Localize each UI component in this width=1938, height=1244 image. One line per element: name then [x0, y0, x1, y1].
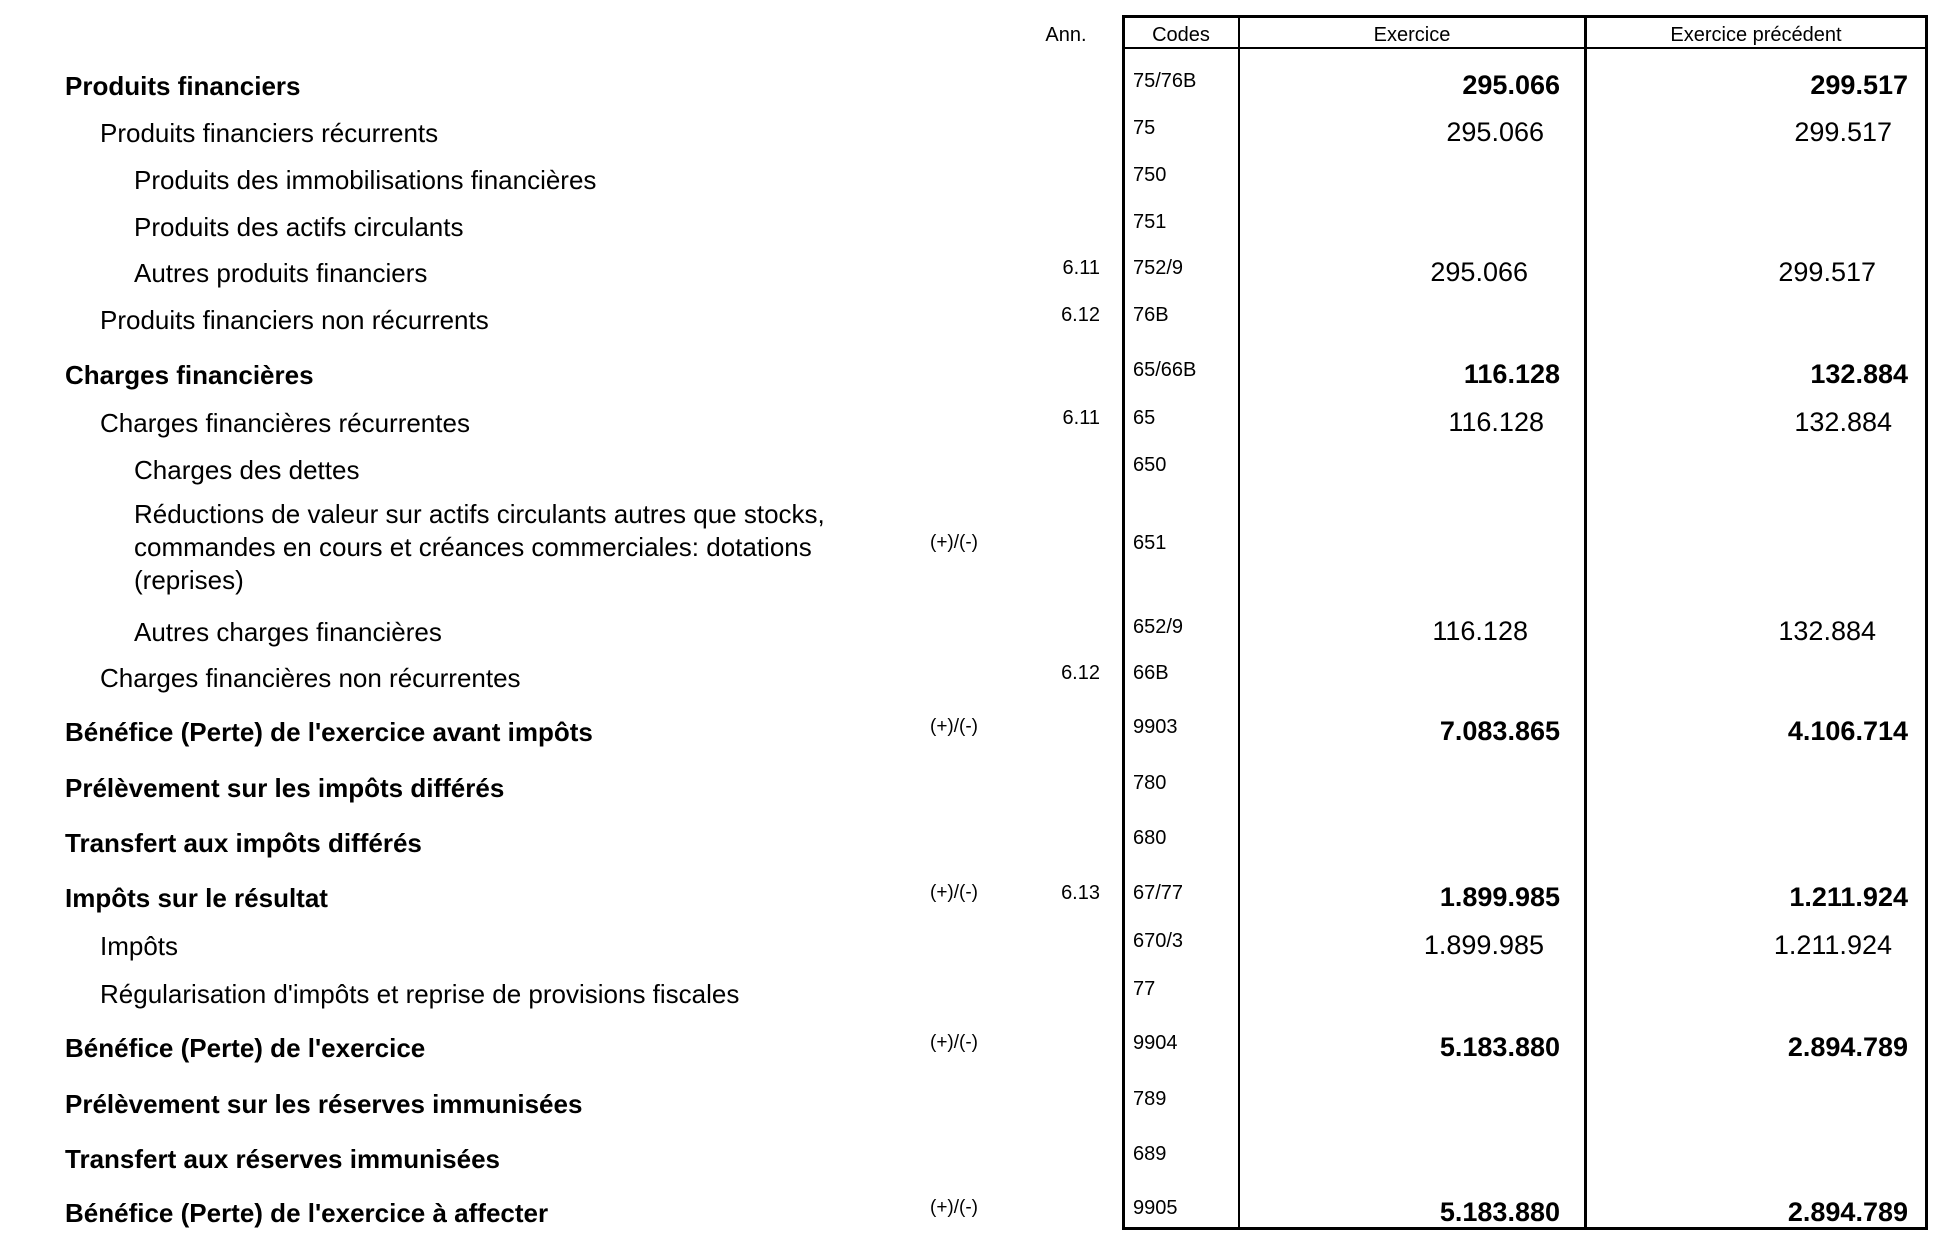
row-code: 650: [1133, 454, 1167, 476]
table-row: [0, 716, 1938, 756]
header-exercice: Exercice: [1373, 24, 1451, 46]
row-code: 9903: [1133, 716, 1178, 738]
row-code: 752/9: [1133, 257, 1184, 279]
row-current-value: 295.066: [1462, 70, 1560, 100]
row-previous-value: 2.894.789: [1787, 1032, 1908, 1062]
row-label: Prélèvement sur les réserves immunisées: [65, 1089, 583, 1119]
row-code: 66B: [1133, 662, 1169, 684]
header-ann: Ann.: [1045, 24, 1087, 46]
row-label: Autres charges financières: [134, 617, 442, 647]
table-row: [0, 499, 1938, 595]
row-label: Transfert aux impôts différés: [65, 828, 422, 858]
row-code: 789: [1133, 1088, 1167, 1110]
row-label: Charges financières: [65, 360, 314, 390]
row-sign: (+)/(-): [930, 532, 979, 553]
row-code: 76B: [1133, 304, 1169, 326]
row-code: 652/9: [1133, 616, 1184, 638]
row-label: Produits des actifs circulants: [134, 212, 464, 242]
row-label: Transfert aux réserves immunisées: [65, 1144, 501, 1174]
row-sign: (+)/(-): [930, 1197, 979, 1218]
row-code: 689: [1133, 1143, 1167, 1165]
row-label: Réductions de valeur sur actifs circulants autres que stocks, commandes en cours et créances commerciales: dotations (reprises): [134, 499, 825, 595]
row-code: 651: [1133, 532, 1167, 554]
table-row: [0, 117, 1938, 157]
row-code: 750: [1133, 164, 1167, 186]
row-code: 65: [1133, 407, 1156, 429]
table-row: [0, 772, 1938, 812]
row-sign: (+)/(-): [930, 1032, 979, 1053]
table-row: [0, 1143, 1938, 1183]
row-code: 751: [1133, 211, 1167, 233]
table-row: [0, 407, 1938, 447]
row-code: 75: [1133, 117, 1156, 139]
row-previous-value: 1.211.924: [1789, 882, 1908, 912]
row-label: Charges financières non récurrentes: [100, 663, 521, 693]
row-note: 6.11: [1062, 407, 1100, 429]
table-row: [0, 882, 1938, 922]
row-label: Produits financiers récurrents: [100, 118, 439, 148]
header-exercice-precedent: Exercice précédent: [1670, 24, 1842, 46]
row-note: 6.12: [1061, 662, 1100, 684]
row-sign: (+)/(-): [930, 882, 979, 903]
table-row: [0, 454, 1938, 494]
row-label: Bénéfice (Perte) de l'exercice: [65, 1033, 426, 1063]
table-row: [0, 662, 1938, 702]
row-previous-value: 2.894.789: [1787, 1197, 1908, 1227]
row-code: 9905: [1133, 1197, 1178, 1219]
row-note: 6.13: [1061, 882, 1100, 904]
table-row: [0, 164, 1938, 204]
row-current-value: 295.066: [1430, 257, 1528, 287]
row-label: Charges financières récurrentes: [100, 408, 470, 438]
row-label: Autres produits financiers: [134, 258, 428, 288]
table-row: [0, 359, 1938, 399]
row-code: 65/66B: [1133, 359, 1197, 381]
header-codes: Codes: [1152, 24, 1210, 46]
row-code: 780: [1133, 772, 1167, 794]
row-label: Impôts sur le résultat: [65, 883, 328, 913]
row-label: Produits financiers non récurrents: [100, 305, 489, 335]
row-label: Bénéfice (Perte) de l'exercice avant impôts: [65, 717, 593, 747]
row-label: Bénéfice (Perte) de l'exercice à affecter: [65, 1198, 549, 1228]
row-label: Charges des dettes: [134, 455, 360, 485]
row-label: Produits des immobilisations financières: [134, 165, 597, 195]
row-label: Régularisation d'impôts et reprise de provisions fiscales: [100, 979, 740, 1009]
row-code: 9904: [1133, 1032, 1178, 1054]
row-current-value: 1.899.985: [1439, 882, 1560, 912]
table-row: [0, 827, 1938, 867]
row-code: 670/3: [1133, 930, 1184, 952]
row-previous-value: 132.884: [1794, 407, 1892, 437]
header-underline: [1122, 47, 1928, 49]
row-current-value: 1.899.985: [1423, 930, 1544, 960]
row-current-value: 5.183.880: [1439, 1032, 1560, 1062]
row-label: Prélèvement sur les impôts différés: [65, 773, 505, 803]
row-code: 75/76B: [1133, 70, 1197, 92]
row-previous-value: 299.517: [1810, 70, 1908, 100]
table-row: [0, 1197, 1938, 1237]
table-row: [0, 70, 1938, 110]
row-code: 77: [1133, 978, 1156, 1000]
row-previous-value: 299.517: [1778, 257, 1876, 287]
row-current-value: 295.066: [1446, 117, 1544, 147]
row-previous-value: 4.106.714: [1787, 716, 1908, 746]
table-row: [0, 304, 1938, 344]
row-label: Produits financiers: [65, 71, 301, 101]
table-row: [0, 1032, 1938, 1072]
table-row: [0, 1088, 1938, 1128]
table-row: [0, 616, 1938, 656]
row-previous-value: 299.517: [1794, 117, 1892, 147]
row-previous-value: 132.884: [1810, 359, 1908, 389]
row-current-value: 116.128: [1463, 359, 1560, 389]
row-previous-value: 1.211.924: [1773, 930, 1892, 960]
table-row: [0, 978, 1938, 1018]
row-previous-value: 132.884: [1778, 616, 1876, 646]
row-current-value: 116.128: [1448, 407, 1544, 437]
row-code: 680: [1133, 827, 1167, 849]
row-current-value: 7.083.865: [1439, 716, 1560, 746]
table-row: [0, 257, 1938, 297]
table-row: [0, 211, 1938, 251]
row-current-value: 116.128: [1432, 616, 1528, 646]
row-label: Impôts: [100, 931, 179, 961]
row-note: 6.11: [1062, 257, 1100, 279]
row-code: 67/77: [1133, 882, 1184, 904]
table-row: [0, 930, 1938, 970]
row-note: 6.12: [1061, 304, 1100, 326]
row-current-value: 5.183.880: [1439, 1197, 1560, 1227]
row-sign: (+)/(-): [930, 716, 979, 737]
